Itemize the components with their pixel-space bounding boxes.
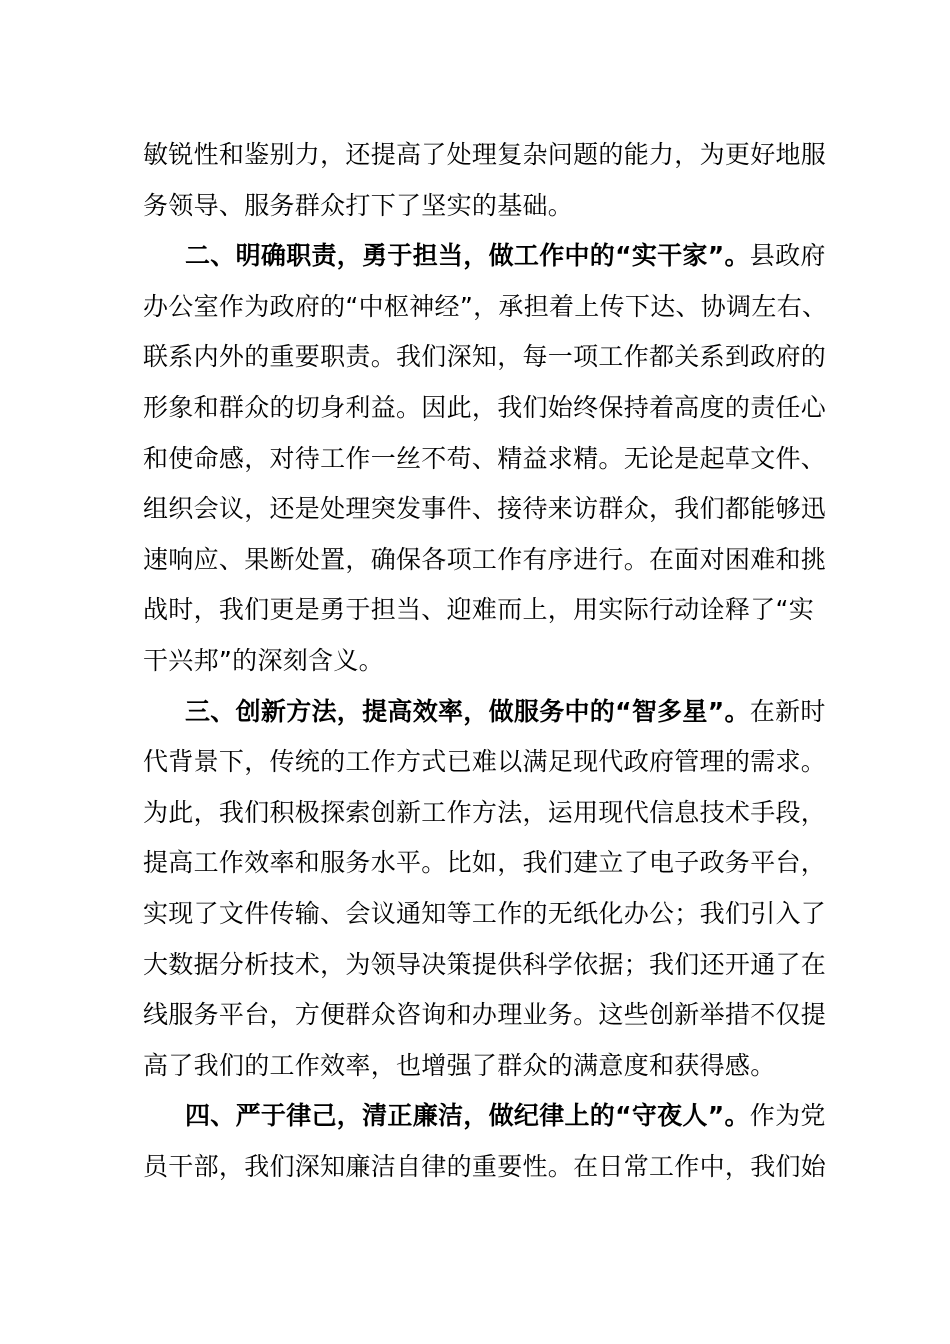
- text-line: 实现了文件传输、会议通知等工作的无纸化办公；我们引入了: [143, 898, 827, 928]
- text-line: 办公室作为政府的“中枢神经”，承担着上传下达、协调左右、: [143, 291, 828, 321]
- text-line: 战时，我们更是勇于担当、迎难而上，用实际行动诠释了“实: [143, 595, 815, 625]
- text-line: [143, 1091, 826, 1142]
- text-line: 代背景下，传统的工作方式已难以满足现代政府管理的需求。: [143, 747, 827, 777]
- text-line: 速响应、果断处置，确保各项工作有序进行。在面对困难和挑: [143, 544, 827, 574]
- text-line: 高了我们的工作效率，也增强了群众的满意度和获得感。: [143, 1050, 776, 1080]
- text-run: 作为党: [749, 1101, 826, 1131]
- text-run: 在新时: [749, 696, 826, 726]
- paragraph-continuation: [143, 130, 827, 231]
- text-line: 提高工作效率和服务水平。比如，我们建立了电子政务平台，: [143, 848, 827, 878]
- text-line: 和使命感，对待工作一丝不苟、精益求精。无论是起草文件、: [143, 443, 827, 473]
- document-page: [143, 130, 828, 1192]
- section-heading: 三、创新方法，提高效率，做服务中的“智多星”。: [185, 696, 750, 726]
- section-heading: 四、严于律己，清正廉洁，做纪律上的“守夜人”。: [185, 1101, 750, 1131]
- text-line: 干兴邦”的深刻含义。: [143, 645, 384, 675]
- section-heading: 二、明确职责，勇于担当，做工作中的“实干家”。: [185, 241, 750, 271]
- text-line: 线服务平台，方便群众咨询和办理业务。这些创新举措不仅提: [143, 1000, 827, 1030]
- text-line: 形象和群众的切身利益。因此，我们始终保持着高度的责任心: [143, 392, 827, 422]
- text-line: 员干部，我们深知廉洁自律的重要性。在日常工作中，我们始: [143, 1151, 827, 1181]
- paragraph-section-3: [143, 687, 827, 1092]
- text-line: 大数据分析技术，为领导决策提供科学依据；我们还开通了在: [143, 949, 827, 979]
- paragraph-section-4: [143, 1091, 827, 1192]
- text-line: [143, 687, 826, 738]
- text-line: 敏锐性和鉴别力，还提高了处理复杂问题的能力，为更好地服: [143, 140, 827, 169]
- text-run: 县政府: [749, 241, 826, 271]
- text-line: [143, 231, 826, 282]
- paragraph-section-2: [143, 231, 828, 686]
- text-line: 组织会议，还是处理突发事件、接待来访群众，我们都能够迅: [143, 494, 827, 524]
- text-line: 为此，我们积极探索创新工作方法，运用现代信息技术手段，: [143, 797, 827, 827]
- text-line: 务领导、服务群众打下了坚实的基础。: [143, 190, 574, 220]
- text-line: 联系内外的重要职责。我们深知，每一项工作都关系到政府的: [143, 342, 827, 372]
